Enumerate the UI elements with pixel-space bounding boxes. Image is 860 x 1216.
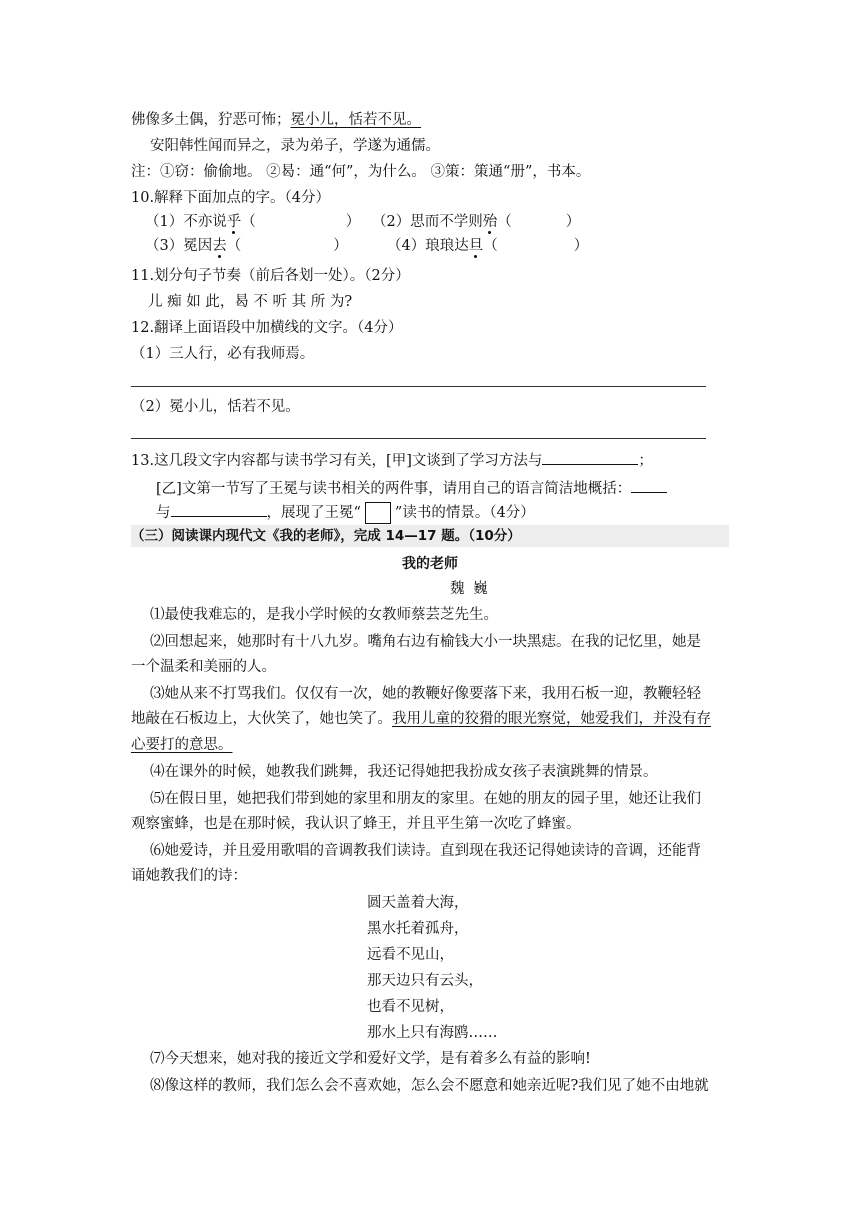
paren-close: ）: [565, 214, 581, 230]
q13-text: 13.这几段文字内容都与读书学习有关，[甲]文谈到了学习方法与: [131, 453, 543, 469]
q13-text: ，展现了王冕“: [266, 505, 361, 521]
paragraph-8-line-1: ⑻像这样的教师，我们怎么会不喜欢她，怎么会不愿意和她亲近呢?我们见了她不由地就: [150, 1078, 709, 1094]
q13-text: [乙]文第一节写了王冕与读书相关的两件事，请用自己的语言简洁地概括：: [156, 481, 632, 497]
article-author: 魏 巍: [450, 581, 490, 597]
paren-close: ）: [573, 238, 589, 254]
paragraph-text: 地敲在石板边上，大伙笑了，她也笑了。: [131, 711, 392, 727]
q13-line-3: [156, 502, 535, 524]
q12-item-2: （2）冕小儿，恬若不见。: [131, 399, 300, 415]
answer-line[interactable]: [131, 386, 706, 387]
q12-stem: 12.翻译上面语段中加横线的文字。（4分）: [131, 320, 403, 336]
paragraph-3-line-1: ⑶她从来不打骂我们。仅仅有一次，她的教鞭好像要落下来，我用石板一迎，教鞭轻轻: [150, 686, 701, 702]
underlined-sentence: 我用儿童的狡猾的眼光察觉，她爱我们，并没有存: [392, 711, 711, 727]
q13-text: 与: [156, 505, 171, 521]
answer-blank[interactable]: [498, 236, 574, 250]
paragraph-3-line-2: [131, 709, 711, 729]
q10-stem: 10.解释下面加点的字。（4分）: [131, 190, 331, 206]
poem-line-1: 圆天盖着大海，: [367, 895, 469, 911]
q10-item-1: [145, 212, 360, 232]
paragraph-3-line-3: 心要打的意思。: [131, 737, 233, 753]
passage-line-1: [131, 110, 421, 130]
answer-line[interactable]: [131, 438, 706, 439]
q10-item-4: [387, 236, 588, 256]
passage-text: 佛像多土偶，狞恶可怖；: [131, 112, 291, 128]
q13-text: ；: [638, 453, 653, 469]
answer-blank[interactable]: [256, 212, 346, 226]
paren-open: （: [226, 238, 242, 254]
answer-blank[interactable]: [542, 450, 638, 465]
paren-open: （: [241, 214, 256, 230]
paragraph-6-line-2: 诵她教我们的诗：: [131, 868, 247, 884]
answer-blank[interactable]: [171, 502, 267, 517]
dotted-char: 乎: [226, 214, 242, 230]
answer-blank[interactable]: [631, 478, 667, 493]
answer-box[interactable]: [365, 502, 391, 524]
article-title: 我的老师: [402, 556, 458, 572]
poem-line-6: 那水上只有海鸥……: [367, 1025, 498, 1041]
paren-open: （: [497, 214, 512, 230]
dotted-char: 殆: [482, 214, 498, 230]
annotation-notes: 注：①窃：偷偷地。 ②曷：通“何”，为什么。 ③策：策通“册”，书本。: [131, 164, 591, 180]
item-text: （2）思而不学则: [372, 214, 483, 230]
paren-open: （: [483, 238, 498, 254]
paragraph-7: ⑺今天想来，她对我的接近文学和爱好文学，是有着多么有益的影响!: [150, 1051, 591, 1067]
underlined-sentence: 冕小儿，恬若不见。: [290, 112, 421, 128]
poem-line-4: 那天边只有云头，: [367, 973, 483, 989]
paragraph-5-line-1: ⑸在假日里，她把我们带到她的家里和朋友的家里。在她的朋友的园子里，她还让我们: [150, 791, 701, 807]
item-text: （4）琅琅达: [387, 238, 469, 254]
section-heading: （三）阅读课内现代文《我的老师》，完成 14—17 题。（10分）: [131, 528, 521, 544]
paragraph-5-line-2: 观察蜜蜂，也是在那时候，我认识了蜂王，并且平生第一次吃了蜂蜜。: [131, 816, 581, 832]
item-text: （3）冕因: [145, 238, 213, 254]
paragraph-2-line-1: ⑵回想起来，她那时有十八九岁。嘴角右边有榆钱大小一块黑痣。在我的记忆里，她是: [150, 634, 701, 650]
q10-item-2: [372, 212, 580, 232]
paren-close: ）: [333, 238, 348, 254]
poem-line-3: 远看不见山，: [367, 947, 454, 963]
q10-item-3: [145, 236, 348, 256]
poem-line-5: 也看不见树，: [367, 999, 454, 1015]
passage-line-2: 安阳韩性闻而异之，录为弟子，学遂为通儒。: [150, 138, 440, 154]
answer-blank[interactable]: [512, 212, 566, 226]
paragraph-4: ⑷在课外的时候，她教我们跳舞，我还记得她把我扮成女孩子表演跳舞的情景。: [150, 764, 658, 780]
paren-close: ）: [345, 214, 361, 230]
paragraph-2-line-2: 一个温柔和美丽的人。: [131, 659, 276, 675]
paragraph-1: ⑴最使我难忘的，是我小学时候的女教师蔡芸芝先生。: [150, 607, 498, 623]
q12-item-1: （1）三人行，必有我师焉。: [131, 346, 315, 362]
answer-blank[interactable]: [241, 236, 333, 250]
dotted-char: 旦: [468, 238, 484, 254]
q11-stem: 11.划分句子节奏（前后各划一处）。（2分）: [131, 268, 410, 284]
q13-line-1: [131, 450, 653, 471]
item-text: （1）不亦说: [145, 214, 227, 230]
q13-line-2: [156, 478, 667, 499]
q13-text: ”读书的情景。（4分）: [394, 505, 535, 521]
q11-sentence: 儿 痴 如 此，曷 不 听 其 所 为?: [148, 294, 353, 310]
dotted-char: 去: [212, 238, 227, 254]
paragraph-6-line-1: ⑹她爱诗，并且爱用歌唱的音调教我们读诗。直到现在我还记得她读诗的音调，还能背: [150, 843, 701, 859]
poem-line-2: 黑水托着孤舟，: [367, 921, 469, 937]
